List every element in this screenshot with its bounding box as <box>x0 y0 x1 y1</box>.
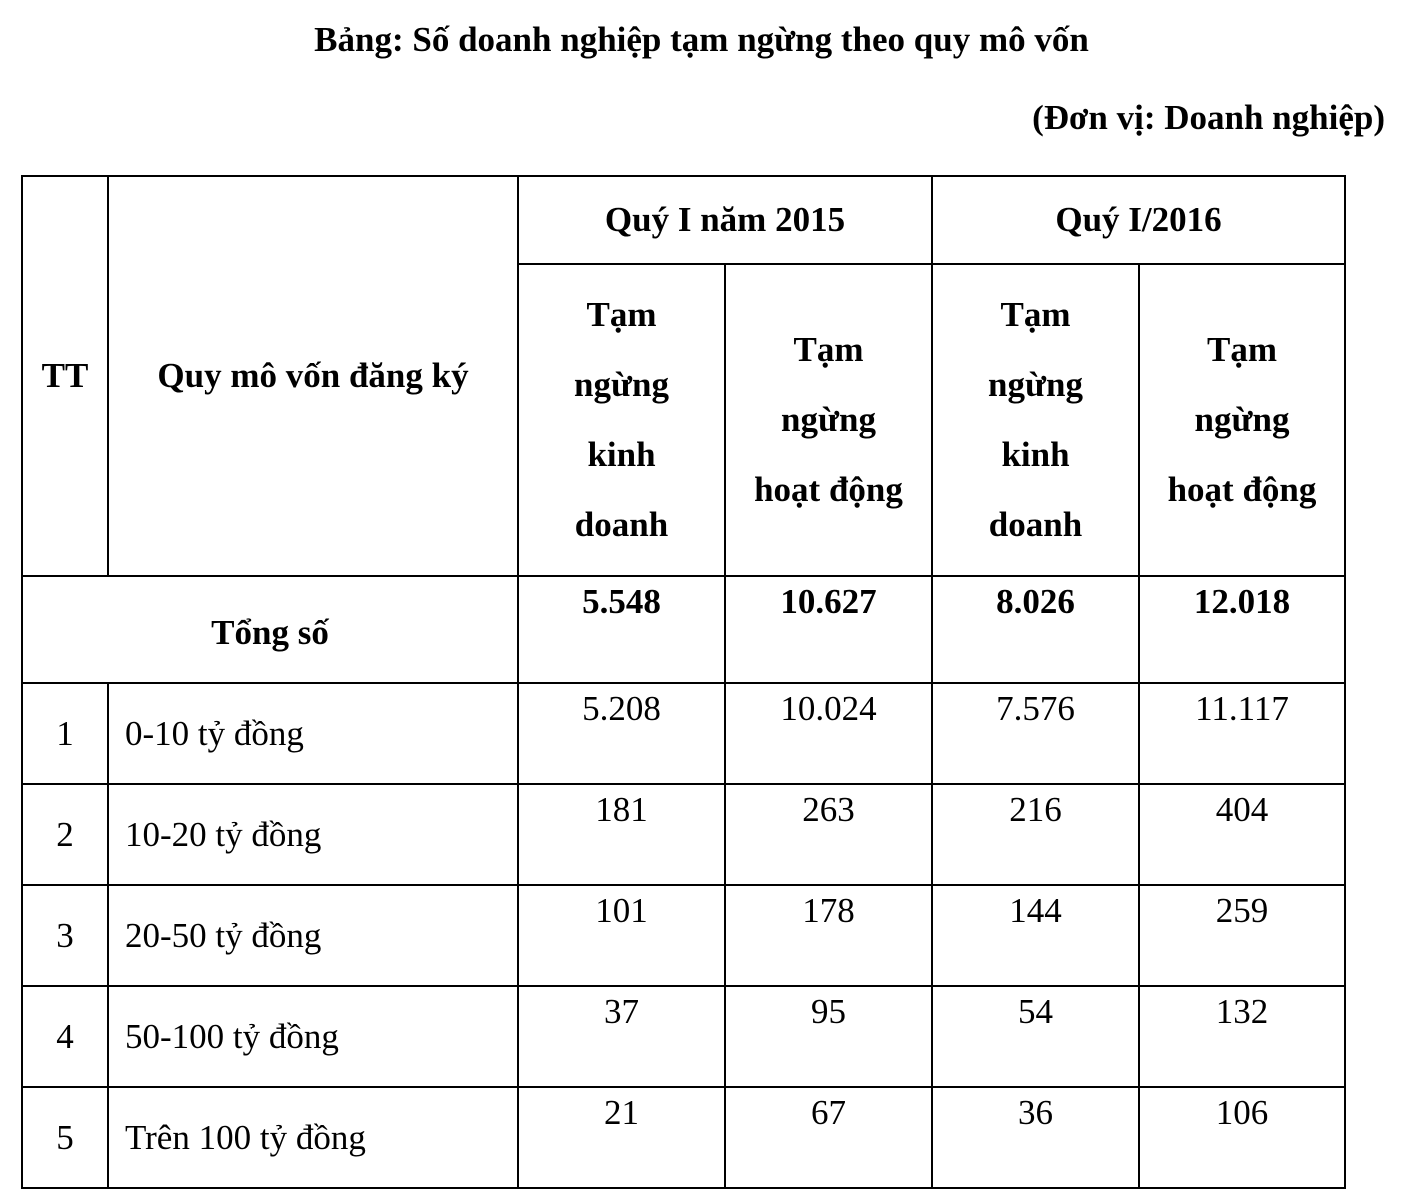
row-value: 216 <box>932 784 1139 885</box>
row-value: 259 <box>1139 885 1345 986</box>
row-value: 7.576 <box>932 683 1139 784</box>
header-line: ngừng <box>988 365 1083 404</box>
row-value: 95 <box>725 986 932 1087</box>
row-index: 2 <box>22 784 108 885</box>
row-capital-scale: 50-100 tỷ đồng <box>108 986 518 1087</box>
table-row <box>22 885 1345 986</box>
row-value: 132 <box>1139 986 1345 1087</box>
header-line: hoạt động <box>754 470 903 509</box>
row-value: 101 <box>518 885 725 986</box>
row-value: 11.117 <box>1139 683 1345 784</box>
header-suspend-operation-2015 <box>725 264 932 576</box>
header-line: Tạm <box>586 295 657 334</box>
row-value: 36 <box>932 1087 1139 1188</box>
table-row <box>22 683 1345 784</box>
header-line: doanh <box>574 505 669 544</box>
header-capital-scale: Quy mô vốn đăng ký <box>108 176 518 576</box>
header-quarter-2015: Quý I năm 2015 <box>518 176 932 264</box>
total-value: 8.026 <box>932 576 1139 683</box>
table-row <box>22 986 1345 1087</box>
row-value: 181 <box>518 784 725 885</box>
row-value: 54 <box>932 986 1139 1087</box>
header-quarter-2016: Quý I/2016 <box>932 176 1345 264</box>
row-index: 4 <box>22 986 108 1087</box>
row-capital-scale: 10-20 tỷ đồng <box>108 784 518 885</box>
row-capital-scale: 0-10 tỷ đồng <box>108 683 518 784</box>
data-table <box>21 175 1346 1189</box>
header-suspend-operation-2016 <box>1139 264 1345 576</box>
row-value: 144 <box>932 885 1139 986</box>
header-line: kinh <box>587 435 656 474</box>
row-index: 1 <box>22 683 108 784</box>
header-line: Tạm <box>1000 295 1071 334</box>
header-line: Tạm <box>1207 330 1277 369</box>
header-line: kinh <box>1001 435 1070 474</box>
header-line: ngừng <box>781 400 876 439</box>
header-line: doanh <box>988 505 1083 544</box>
row-value: 37 <box>518 986 725 1087</box>
row-capital-scale: Trên 100 tỷ đồng <box>108 1087 518 1188</box>
row-value: 263 <box>725 784 932 885</box>
row-index: 5 <box>22 1087 108 1188</box>
total-value: 12.018 <box>1139 576 1345 683</box>
table-row <box>22 1087 1345 1188</box>
row-value: 178 <box>725 885 932 986</box>
header-line: hoạt động <box>1167 470 1317 509</box>
total-label: Tổng số <box>22 576 518 683</box>
total-row <box>22 576 1345 683</box>
total-value: 10.627 <box>725 576 932 683</box>
row-index: 3 <box>22 885 108 986</box>
header-suspend-business-2016 <box>932 264 1139 576</box>
unit-note: (Đơn vị: Doanh nghiệp) <box>1032 98 1385 137</box>
row-value: 67 <box>725 1087 932 1188</box>
row-value: 404 <box>1139 784 1345 885</box>
table-row <box>22 784 1345 885</box>
total-value: 5.548 <box>518 576 725 683</box>
header-suspend-business-2015 <box>518 264 725 576</box>
row-value: 106 <box>1139 1087 1345 1188</box>
header-line: ngừng <box>574 365 669 404</box>
table-title: Bảng: Số doanh nghiệp tạm ngừng theo quy mô vốn <box>314 20 1089 59</box>
row-value: 21 <box>518 1087 725 1188</box>
header-row-groups <box>22 176 1345 264</box>
row-capital-scale: 20-50 tỷ đồng <box>108 885 518 986</box>
header-line: ngừng <box>1194 400 1290 439</box>
header-tt: TT <box>22 176 108 576</box>
row-value: 5.208 <box>518 683 725 784</box>
row-value: 10.024 <box>725 683 932 784</box>
header-line: Tạm <box>793 330 864 369</box>
